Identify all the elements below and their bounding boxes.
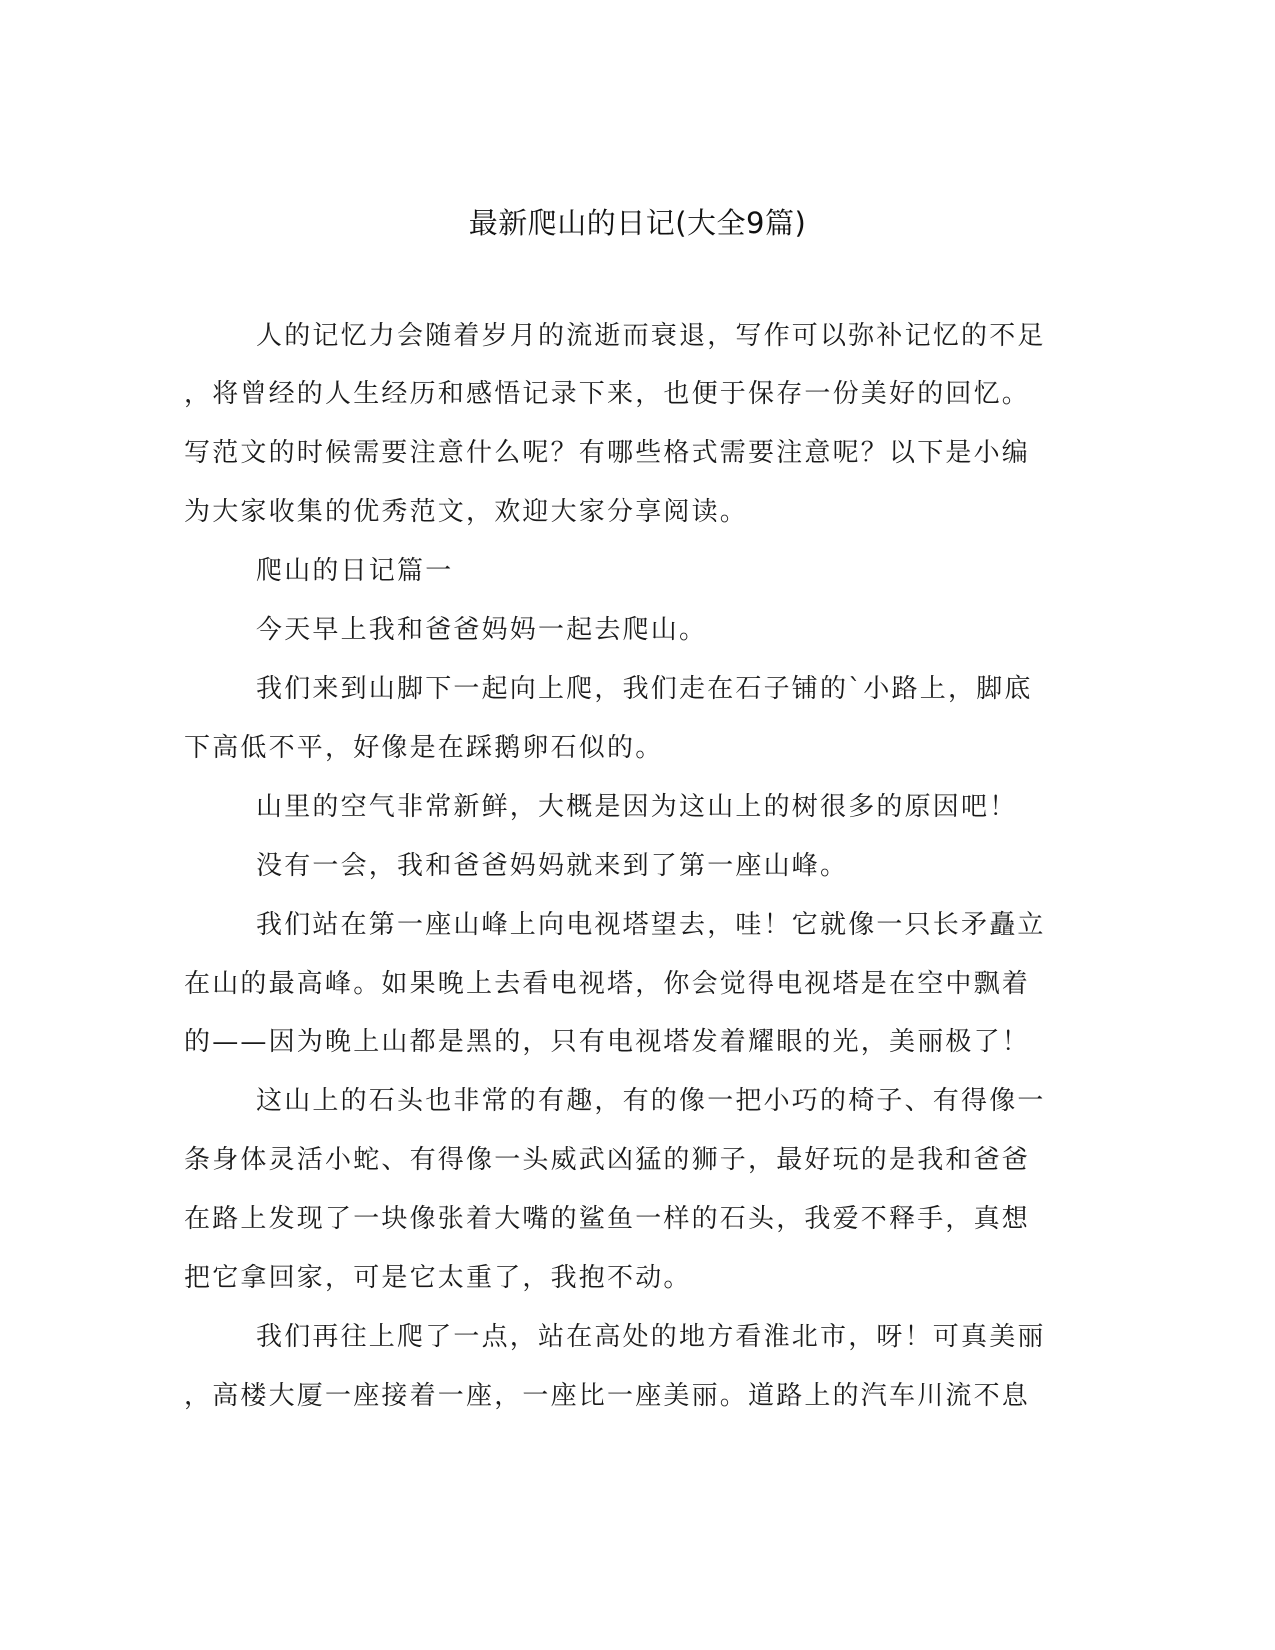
paragraph-line: ，将曾经的人生经历和感悟记录下来，也便于保存一份美好的回忆。 <box>184 379 1031 409</box>
paragraph-line: 下高低不平，好像是在踩鹅卵石似的。 <box>184 733 664 763</box>
paragraph-line: 的——因为晚上山都是黑的，只有电视塔发着耀眼的光，美丽极了！ <box>184 1027 1031 1057</box>
paragraph-line: 山里的空气非常新鲜，大概是因为这山上的树很多的原因吧！ <box>256 792 1018 822</box>
paragraph-line: 我们再往上爬了一点，站在高处的地方看淮北市，呀！可真美丽 <box>256 1322 1046 1352</box>
paragraph-line: 条身体灵活小蛇、有得像一头威武凶猛的狮子，最好玩的是我和爸爸 <box>184 1145 1031 1175</box>
paragraph-line: ，高楼大厦一座接着一座，一座比一座美丽。道路上的汽车川流不息 <box>184 1381 1031 1411</box>
paragraph-line: 把它拿回家，可是它太重了，我抱不动。 <box>184 1263 692 1293</box>
paragraph-line: 今天早上我和爸爸妈妈一起去爬山。 <box>256 615 708 645</box>
document-title: 最新爬山的日记(大全9篇) <box>468 206 807 240</box>
paragraph-line: 在路上发现了一块像张着大嘴的鲨鱼一样的石头，我爱不释手，真想 <box>184 1204 1031 1234</box>
paragraph-line: 我们来到山脚下一起向上爬，我们走在石子铺的`小路上，脚底 <box>256 674 1033 704</box>
paragraph-line: 为大家收集的优秀范文，欢迎大家分享阅读。 <box>184 497 749 527</box>
paragraph-line: 我们站在第一座山峰上向电视塔望去，哇！它就像一只长矛矗立 <box>256 910 1046 940</box>
paragraph-line: 写范文的时候需要注意什么呢？有哪些格式需要注意呢？以下是小编 <box>184 438 1031 468</box>
paragraph-line: 在山的最高峰。如果晚上去看电视塔，你会觉得电视塔是在空中飘着 <box>184 969 1031 999</box>
paragraph-line: 人的记忆力会随着岁月的流逝而衰退，写作可以弥补记忆的不足 <box>256 321 1046 351</box>
section-heading: 爬山的日记篇一 <box>256 556 454 586</box>
paragraph-line: 这山上的石头也非常的有趣，有的像一把小巧的椅子、有得像一 <box>256 1086 1046 1116</box>
paragraph-line: 没有一会，我和爸爸妈妈就来到了第一座山峰。 <box>256 851 849 881</box>
